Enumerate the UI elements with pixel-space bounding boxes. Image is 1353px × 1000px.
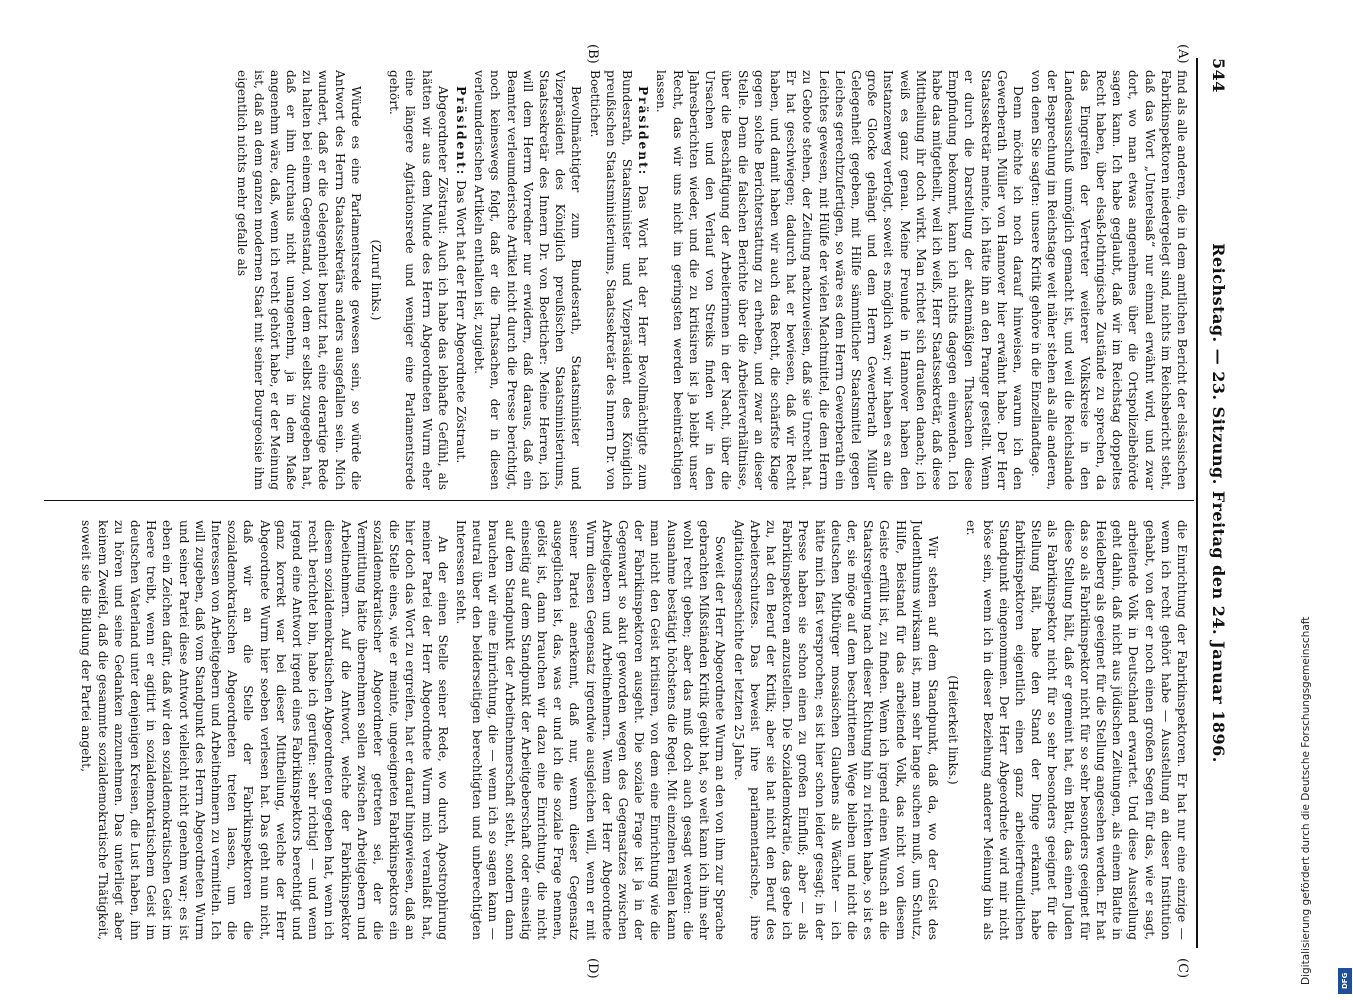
page-header [1202,58,1228,948]
digitization-credit [1290,590,1350,1000]
credit-text: Digitalisierung gefördert durch die Deutsche Forschungsgemeinschaft [1300,616,1312,985]
paragraph-text: Das Wort hat der Herr Bevollmächtigte zum Bundesrath, Staatsminister und Vizepräsident des Königlich preußischen Staatsministeriums, Staatssekretär des Innern Dr. von Boetticher. [587,70,651,490]
dfg-logo: DFG [1338,968,1352,994]
paragraph: Denn möchte ich noch darauf hinweisen, warum ich den Gewerberath Müller von Hannover hier erwähnt habe. Der Herr Staatssekretär meinte, ich hätte ihn an den Pranger gestellt. Wenn er durch die Darstellung der aktenmäßigen Thatsachen diese Empfindung bekommt, kann ich nichts dagegen einwenden. Ich habe das mitgetheilt, weil ich weiß, Herr Staatssekretär, daß diese Mittheilung ihr doch wirkt. Man richtet sich draußen danach; ich weiß es ganz genau. Meine Freunde in Hannover haben den Instanzenweg verfolgt, soweit es möglich war; wir haben es an die große Glocke gehängt und dem Herrn Gewerberath Müller Gelegenheit gegeben, mit Hilfe sämmtlicher Staatsmittel gegen Leiches gerechtzufertigen, so wäre es dem Herrn Gewerberath ein Leichtes gewesen, mit Hülfe der vielen Machtmittel, die dem Herrn zu Gebote stehen, der Zeitung nachzuweisen, daß sie Unrecht hat. Er hat geschwiegen; dadurch hat er bewiesen, daß wir Recht haben, und damit haben wir auch das Recht, die schärfste Klage gegen solche Berichterstattung zu erheben, und zwar an dieser Stelle. Denn die falschen Berichte über die Arbeiterverhältnisse, über die Beschäftigung der Arbeiterinnen in der Nacht, über die Ursachen und den Verlauf von Streiks finden wir in den Jahresberichten wieder, und die zu kritisiren ist ja bleibt unser Recht, das wir uns nicht im geringsten werden beeinträchtigen lassen. [654,70,1025,490]
paragraph [453,70,469,490]
margin-marker-d: (D) [585,958,600,979]
header-rule [1196,58,1198,948]
column-divider [44,500,1194,501]
paragraph: find als alle anderen, die in dem amtlichen Bericht der elsässischen Fabrikinspektoren niedergelegt sind, nichts im Reichsbericht steht, daß das Wort „Unterelsaß“ nur einmal erwähnt wird, und zwar dort, wo man etwas angenehmes über die Ortspolizeibehörde sagen kann. Ich habe geglaubt, daß wir im Reichstag doppeltes Recht haben, über elsaß-lothringische Zustände zu sprechen, da das Eingreifen der Vertreter weiterer Volkskreise in den Landesausschuß unmöglich gemacht ist, und weil die Reichslande der Besprechung im Reichstage weit näher stehen als alle anderen, von denen Sie sagten: unsere Kritik gehöre in die Einzellandtage. [1029,70,1189,490]
paragraph: Abgeordneter Zöstraut: Auch ich habe das lebhafte Gefühl, als hätten wir aus dem Munde des Herrn Abgeordneten Wurm eher eine längere Agitationsrede und weniger eine Parlamentsrede gehört. [387,70,450,490]
margin-marker-b: (B) [585,44,600,64]
paragraph: die Einrichtung der Fabrikinspektoren. Er hat nur eine einzige — wenn ich recht gehört habe — Ausstellung an dieser Institution gehabt, von der er noch einen großen Segen für das, wie er sagt, arbeitende Volk in Deutschland erwartet. Und diese Ausstellung geht dahin, daß nicht aus jüdischen Zeitungen, als einem Blatte in Heidelberg als geeignet für die Stellung angesehen werden. Er hat das so als Fabrikinspektor nicht für so sehr besonders geeignet für diese Stellung hält, daß er gemeint hat, ein Blatt, das einen Juden als Fabrikinspektor nicht für so sehr besonders geeignet für die Stellung hält, habe den Stand der Dinge erkannt, habe fabrikinspektoren eigentlich einen ganz arbeiterfreundlichen Standpunkt eingenommen. Der Herr Abgeordnete wird mir nicht böse sein, wenn ich in dieser Beziehung anderer Meinung bin als er. [964,520,1189,940]
paragraph: An der einen Stelle seiner Rede, wo durch Apostrophirung meiner Partei der Herr Abgeordnete Wurm mich veranlaßt hat, hier doch das Wort zu ergreifen, hat er darauf hingewiesen, daß an die Stelle eines, wie er meinte, ungeeigneten Fabrikinspektors ein sozialdemokratischer Abgeordneter getreten sei, der die Vermittlung hätte übernehmen sollen zwischen Arbeitgebern und Arbeitnehmern. Auf die Antwort, welche der Fabrikinspektor diesem sozialdemokratischen Abgeordneten gegeben hat, wenn ich recht berichtet bin, habe ich gerufen: sehr richtig! — und wenn irgend eine Antwort irgend eines Fabrikinspektors berechtigt und ganz korrekt war bei dieser Mittheilung, welche der Herr Abgeordnete Wurm hier soeben verlesen hat. Das geht nun nicht, daß wir an die Stelle der Fabrikinspektoren die sozialdemokratischen Abgeordneten treten lassen, um die Interessen von Arbeitgebern und Arbeitnehmern zu vermitteln. Ich will zugeben, daß vom Standpunkt des Herrn Abgeordneten Wurm und seiner Partei diese Antwort vielleicht nicht genehm war; es ist eben ein Zeichen dafür, daß wir den sozialdemokratischen Geist im Heere treibt, wenn er agitirt in sozialdemokratischem Geist im deutschen Vaterland unter denjenigen Kreisen, die Lust haben, ihn zu hören und seine Gedanken anzunehmen. Das unterliegt aber keinem Zweifel, daß die gesammte sozialdemokratische Thätigkeit, soweit sie die Bildung der Partei angeht, [79,520,450,940]
running-title: Reichstag. — 23. Sitzung. Freitag den 24. Januar 1896. [1209,243,1228,763]
margin-marker-a: (A) [1175,44,1190,64]
interjection: (Zuruf links.) [369,239,384,321]
page-number: 544 [1209,58,1228,93]
right-column [50,520,1190,940]
paragraph [586,70,651,490]
paragraph: Bevollmächtigter zum Bundesrath, Staatsminister und Vizepräsident des Königlich preußischen Staatsministeriums, Staatssekretär des Innern Dr. von Boetticher: Meine Herren, ich will dem Herrn Vorredner nur erwidern, daß daraus, daß ein Beamter verleumderische Artikel nicht durch die Presse berichtigt, noch keineswegs folgt, daß er die Thatsachen, der in diesen verleumderischen Artikeln enthalten ist, zugiebt. [472,70,584,490]
left-column [50,70,1190,490]
paragraph: Wir stehen auf dem Standpunkt, daß da, wo der Geist des Judenthums wirksam ist, man sehr lange suchen muß, um Schutz, Hilfe, Beistand für das arbeitende Volk, das nicht von diesem Geiste erfüllt ist, zu finden. Wenn ich irgend einen Wunsch an die Staatsregierung nach dieser Richtung hin zu richten habe, so ist es der, sie möge auf dem beschrittenen Wege bleiben und nicht die deutschen Mitbürger mosaischen Glaubens als Wächter — ich hätte mich fast versprochen; es ist hier schon leider gesagt; in der Presse haben sie schon einen zu großen Einfluß; aber — als Fabrikinspektoren anzustellen. Die Sozialdemokratie, das gebe ich zu, hat den Beruf der Kritik; aber sie hat nicht den Beruf des Arbeiterschutzes. Das beweist ihre parlamentarische, ihre Agitationsgeschichte der letzten 25 Jahre. [731,520,940,940]
interjection: (Heiterkeit links.) [946,675,961,785]
paragraph: Soweit der Herr Abgeordnete Wurm an den von ihm zur Sprache gebrachten Mißständen Kritik geübt hat, so weit kann ich ihm sehr wohl recht geben; aber das muß doch auch gesagt werden: die Ausnahme bestätigt höchstens die Regel. Mit einzelnen Fällen kann man nicht den Geist kritisiren, von dem eine Einrichtung wie die der Fabrikinspektoren ausgeht. Die soziale Frage ist ja in der Gegenwart so akut geworden wegen des Gegensatzes zwischen Arbeitgebern und Arbeitnehmern. Wenn der Herr Abgeordnete Wurm diesen Gegensatz irgendwie ausgleichen will, wenn er mit seiner Partei anerkennt, daß nur, wenn dieser Gegensatz ausgeglichen ist, das, was er und ich die soziale Frage nennen, gelöst ist, dann brauchen wir dazu eine Einrichtung, die nicht einseitig auf dem Standpunkt der Arbeitgeberschaft oder einseitig auf dem Standpunkt der Arbeitnehmerschaft steht, sondern dann brauchen wir eine Einrichtung, die — wenn ich so sagen kann — neutral über den beiderseitigen berechtigten und unberechtigten Interessen steht. [454,520,728,940]
speaker-label: Präsident: [636,86,651,177]
speaker-label: Präsident: [454,86,469,177]
paragraph: Würde es eine Parlamentsrede gewesen sein, so würde die Antwort des Herrn Staatssekretärs anders ausgefallen sein. Mich wundert, daß er die Gelegenheit benutzt hat, eine derartige Rede zu halten bei einem Gegenstand, von dem er selbst zugegeben hat, daß er ihm durchaus nicht unangenehm, ja in dem Maße angenehm wäre, daß, wenn ich recht gehört habe, er der Meinung ist, daß an dem ganzen modernen Staat mit seiner Bourgeoisie ihm eigentlich nichts mehr gefalle als [235,70,363,490]
paragraph-text: Das Wort hat der Herr Abgeordnete Zöstraut. [454,180,469,464]
margin-marker-c: (C) [1175,958,1190,979]
